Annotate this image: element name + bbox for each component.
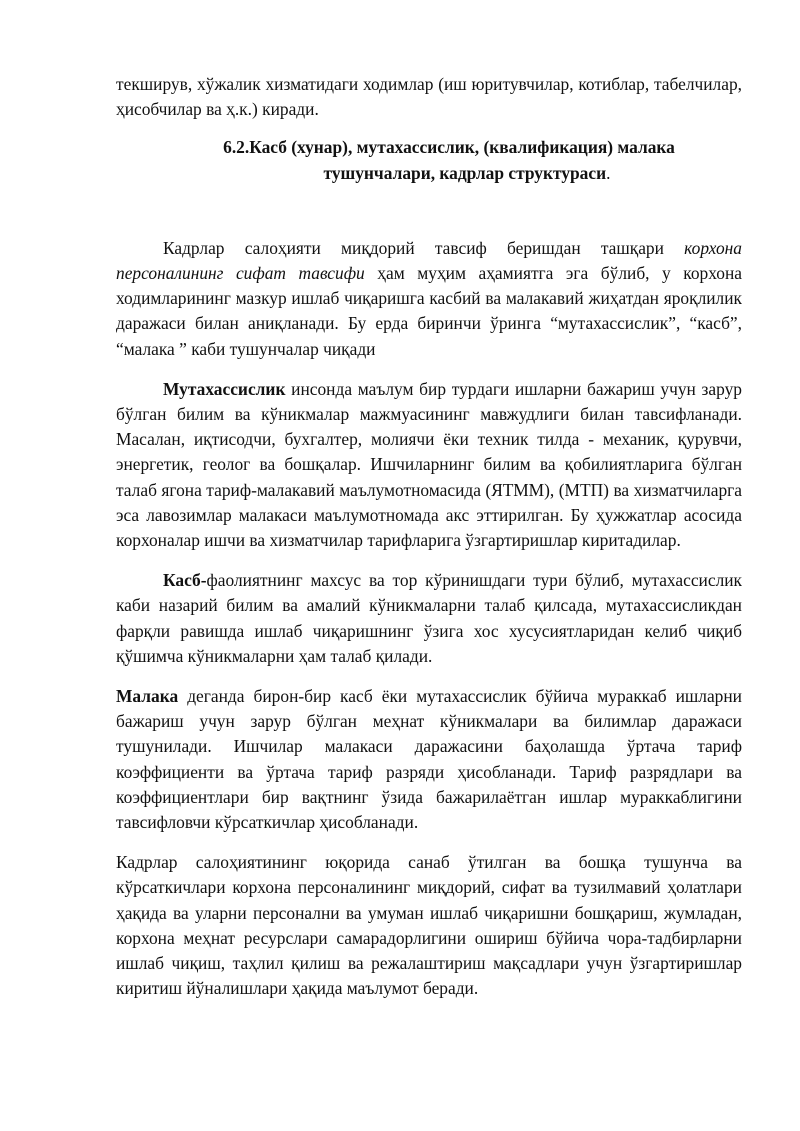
section-heading-line2-text: тушунчалари, кадрлар структураси (323, 162, 607, 183)
section-heading-period: . (606, 162, 611, 183)
intro-paragraph: текширув, хўжалик хизматидаги ходимлар (иш юритувчилар, котиблар, табелчилар, ҳисобчилар ва ҳ.к.) киради. (116, 74, 742, 120)
paragraph-qualification-text: деганда бирон-бир касб ёки мутахассислик бўйича мураккаб ишларни бажариш учун зарур бўлган меҳнат кўникмалари ва билимлар даражаси тушунилади. Ишчилар малакаси даражасини баҳолашда ўртача тариф коэффициенти ва ўртача тариф разряди ҳисобланади. Тариф разрядлари ва коэффициентлари бир вақтнинг ўзида бажарилаётган ишлар мураккаблигини тавсифловчи кўрсаткичлар ҳисобланади. (116, 686, 742, 833)
paragraph-summary: Кадрлар салоҳиятининг юқорида санаб ўтилган ва бошқа тушунча ва кўрсаткичлари корхона персоналининг миқдорий, сифат ва тузилмавий ҳолатлари ҳақида ва уларни персонални ва умуман ишлаб чиқаришни бошқариш, жумладан, корхона меҳнат ресурслари самарадорлигини ошириш бўйича чора-тадбирларни ишлаб чиқиш, таҳлил қилиш ва режалаштириш мақсадлари учун ўзгартиришлар киритиш йўналишлари ҳақида маълумот беради. (116, 852, 742, 999)
paragraph-profession-text: фаолиятнинг махсус ва тор кўринишдаги тури бўлиб, мутахассислик каби назарий билим ва амалий кўникмаларни талаб қилсада, мутахассисликдан фарқли равишда ишлаб чиқаришнинг ўзига хос хусусиятларидан келиб чиқиб қўшимча кўникмаларни ҳам талаб қилади. (116, 570, 742, 666)
document-page (116, 72, 742, 1002)
section-heading-line2 (156, 161, 742, 186)
section-heading-line1: 6.2.Касб (хунар), мутахассислик, (квалификация) малака (223, 137, 675, 158)
term-specialty: Мутахассислик (163, 378, 286, 399)
paragraph-specialty-text: инсонда маълум бир турдаги ишларни бажариш учун зарур бўлган билим ва кўникмалар мажмуасининг мавжудлиги билан тавсифланади. Масалан, иқтисодчи, бухгалтер, молиячи ёки техник тилда - механик, қурувчи, энергетик, геолог ва бошқалар. Ишчиларнинг билим ва қобилиятларига бўлган талаб ягона тариф-малакавий маълумотномасида (ЯТММ), (МТП) ва хизматчиларга эса лавозимлар малакаси маълумотномада акс эттирилган. Бу ҳужжатлар асосида корхоналар ишчи ва хизматчилар тарифларига ўзгартиришлар киритадилар. (116, 378, 742, 551)
section-heading (116, 135, 742, 185)
term-profession: Касб- (163, 570, 207, 591)
paragraph-quality (116, 236, 742, 362)
paragraph-profession (116, 568, 742, 669)
paragraph-specialty (116, 377, 742, 553)
paragraph-quality-italic: корхона персоналининг сифат тавсифи (116, 237, 742, 284)
term-qualification: Малака (116, 686, 179, 707)
paragraph-quality-start: Кадрлар салоҳияти миқдорий тавсиф беришдан ташқари (163, 237, 685, 258)
paragraph-qualification (116, 684, 742, 835)
paragraph-quality-end: ҳам муҳим аҳамиятга эга бўлиб, у корхона ходимларининг мазкур ишлаб чиқаришга касбий ва малакавий жиҳатдан яроқлилик даражаси билан аниқланади. Бу ерда биринчи ўринга “мутахассислик”, “касб”, “малака ” каби тушунчалар чиқади (116, 263, 742, 359)
